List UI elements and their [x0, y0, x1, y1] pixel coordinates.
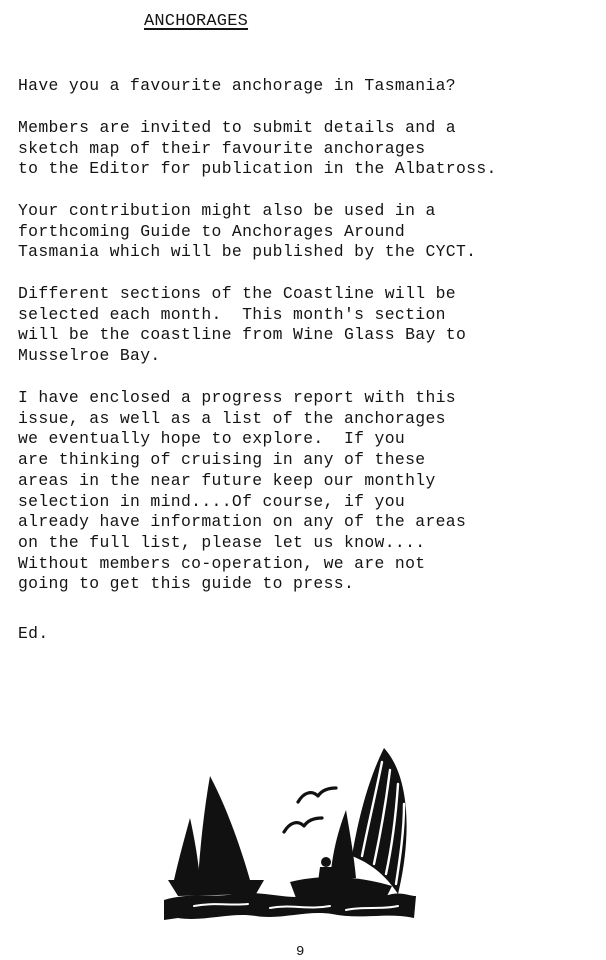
text-line: already have information on any of the areas	[18, 512, 467, 532]
wake-streak	[270, 906, 330, 908]
text-line: Members are invited to submit details and a	[18, 118, 456, 137]
text-line: will be the coastline from Wine Glass Bay to	[18, 325, 467, 345]
editor-signature: Ed.	[18, 624, 49, 643]
text-line: are thinking of cruising in any of these	[18, 450, 426, 470]
text-line: sketch map of their favourite anchorages	[18, 138, 426, 158]
right-jib	[330, 810, 356, 880]
text-line: I have enclosed a progress report with this	[18, 388, 456, 407]
text-line: Your contribution might also be used in a	[18, 201, 436, 220]
page-number: 9	[296, 944, 305, 960]
text-line: selected each month. This month's section	[18, 304, 446, 324]
text-line: going to get this guide to press.	[18, 574, 355, 594]
text-line: we eventually hope to explore. If you	[18, 429, 406, 449]
text-line: Different sections of the Coastline will be	[18, 284, 456, 303]
left-foresail	[174, 818, 200, 880]
paragraph-question	[18, 76, 456, 97]
paragraph-progress	[18, 388, 466, 595]
paragraph-invitation	[18, 118, 497, 180]
text-line: selection in mind....Of course, if you	[18, 491, 406, 511]
gull-icon	[298, 788, 336, 802]
text-line: Musselroe Bay.	[18, 346, 161, 366]
text-line: Tasmania which will be published by the CYCT.	[18, 242, 477, 262]
text-line: to the Editor for publication in the Albatross.	[18, 159, 497, 179]
left-mainsail	[198, 776, 250, 880]
text-line: forthcoming Guide to Anchorages Around	[18, 221, 406, 241]
paragraph-guide	[18, 201, 476, 263]
gull-icon	[284, 818, 322, 832]
page-title: ANCHORAGES	[144, 12, 249, 31]
sailboat-illustration	[160, 740, 420, 925]
text-line: on the full list, please let us know....	[18, 532, 426, 552]
paragraph-sections	[18, 284, 466, 367]
text-line: Without members co-operation, we are not	[18, 553, 426, 573]
text-line: Have you a favourite anchorage in Tasmania?	[18, 76, 456, 95]
crew-head	[321, 857, 331, 867]
text-line: areas in the near future keep our monthly	[18, 470, 436, 490]
text-line: issue, as well as a list of the anchorages	[18, 408, 446, 428]
